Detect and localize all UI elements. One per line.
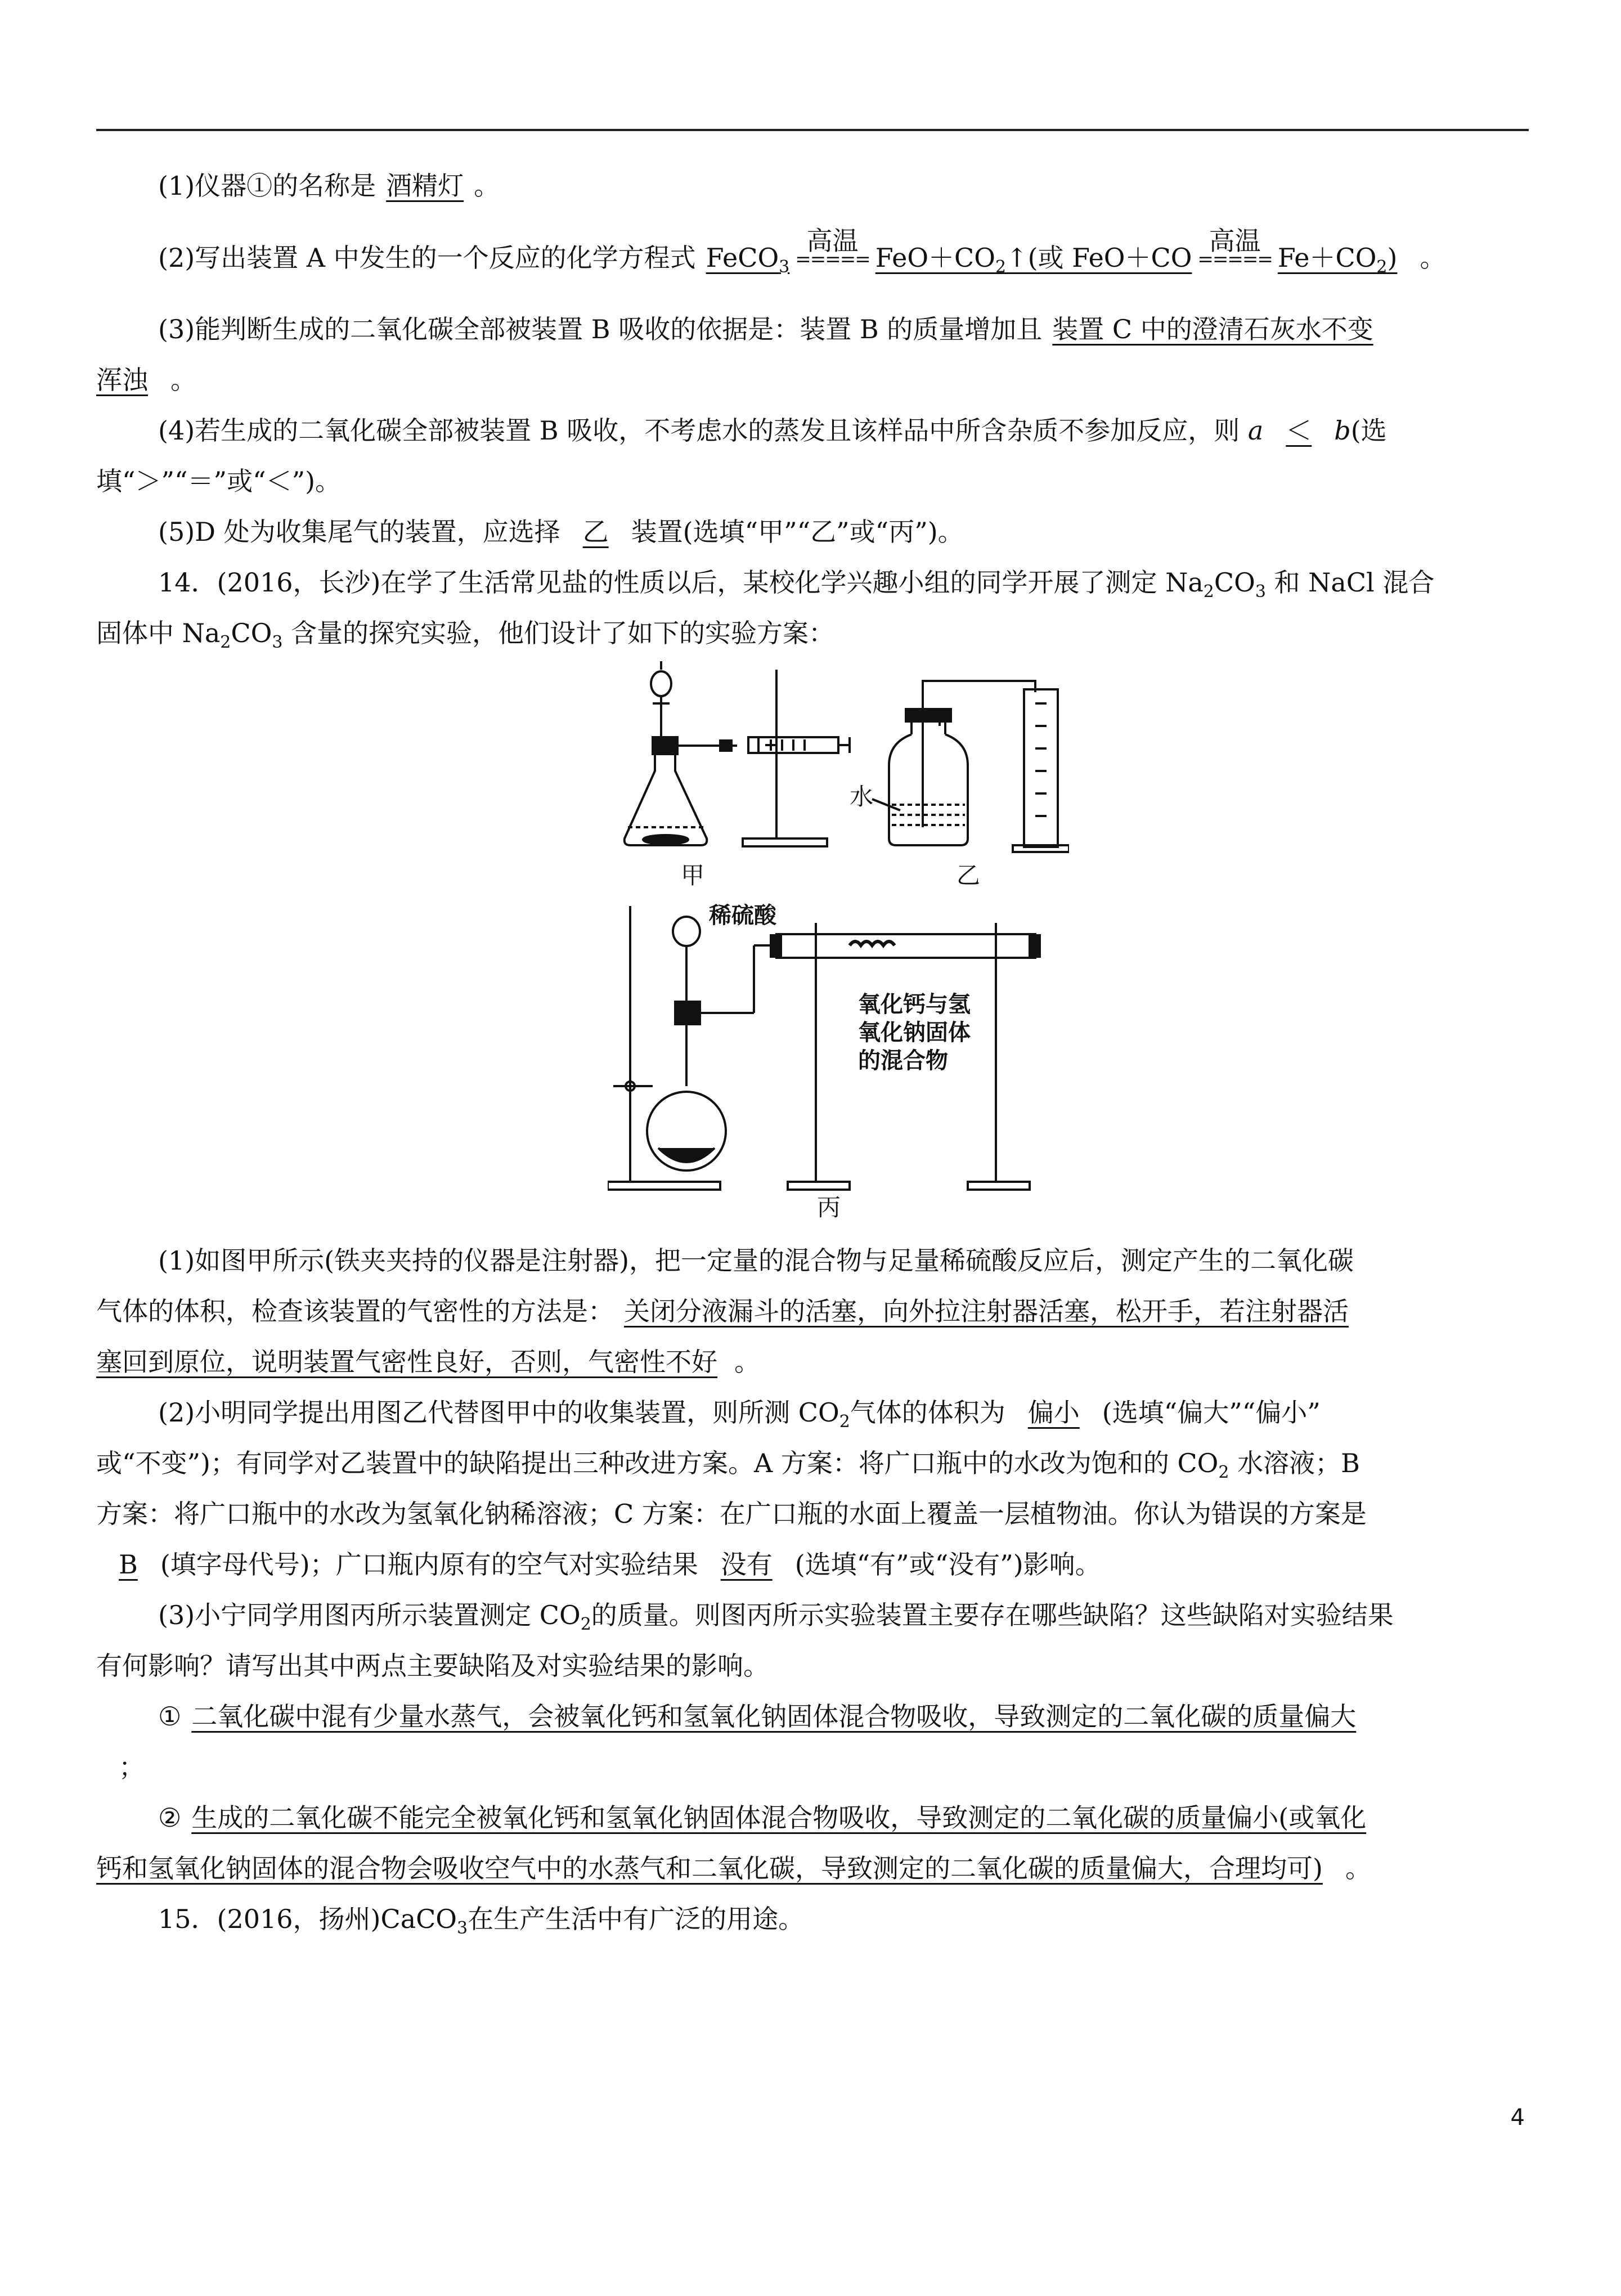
figure-label-bing: 丙 — [817, 1194, 841, 1221]
answer-blank: 浑浊 — [96, 365, 148, 395]
q14-part1-line2: 气体的体积，检查该装置的气密性的方法是： 关闭分液漏斗的活塞，向外拉注射器活塞，松开手，若注射器活 — [96, 1294, 1529, 1328]
answer-blank: B — [119, 1549, 138, 1580]
q13-part4-line1: (4)若生成的二氧化碳全部被装置 B 吸收，不考虑水的蒸发且该样品中所含杂质不参加反应，则 a ＜ b(选 — [158, 415, 1387, 446]
reaction-condition: 高温 ===== — [795, 226, 870, 271]
answer-blank: 乙 — [582, 517, 609, 547]
q14-part1-line3: 塞回到原位，说明装置气密性良好，否则，气密性不好 。 — [96, 1347, 760, 1377]
solid-label-2: 氧化钠固体 — [858, 1020, 971, 1046]
q14-part2-line2: 或“不变”)；有同学对乙装置中的缺陷提出三种改进方案。A 方案：将广口瓶中的水改为饱和的 $CO_2$ 水溶液；B — [96, 1448, 1360, 1483]
q14-answer1-line1: ① 二氧化碳中混有少量水蒸气，会被氧化钙和氢氧化钠固体混合物吸收，导致测定的二氧化碳的质量偏大 — [96, 1699, 1529, 1733]
answer-blank — [96, 1752, 119, 1782]
answer-blank: 没有 — [720, 1549, 773, 1580]
q13-part5: (5)D 处为收集尾气的装置，应选择 乙 装置(选填“甲”“乙”或“丙”)。 — [158, 517, 964, 547]
q13-part3-line2: 浑浊 。 — [96, 365, 196, 395]
solid-label-1: 氧化钙与氢 — [858, 992, 971, 1017]
header-rule — [96, 129, 1529, 131]
equation-answer: FeCO$_3$ 高温 ===== $FeO+CO_2↑$(或 FeO＋CO 高温 ===== $Fe+CO_2$) — [706, 226, 1398, 277]
page-number: 4 — [1510, 2105, 1525, 2131]
q14-part2-line1: (2)小明同学提出用图乙代替图甲中的收集装置，则所测 $CO_2$气体的体积为 偏小 (选填“偏大”“偏小” — [158, 1397, 1321, 1432]
answer-blank: 生成的二氧化碳不能完全被氧化钙和氢氧化钠固体混合物吸收，导致测定的二氧化碳的质量偏小(或氧化 — [191, 1802, 1367, 1833]
apparatus-figure — [608, 658, 1069, 1221]
answer-blank: 酒精灯 — [386, 171, 464, 201]
q13-part2: (2)写出装置 A 中发生的一个反应的化学方程式 FeCO$_3$ 高温 ===== $FeO+CO_2↑$(或 FeO＋CO 高温 ===== $Fe+CO_2$) 。 — [158, 226, 1446, 277]
q13-part1: (1)仪器①的名称是 酒精灯 。 — [158, 171, 500, 201]
q14-intro-line2: 固体中 $Na_2CO_3$ 含量的探究实验，他们设计了如下的实验方案： — [96, 618, 835, 653]
answer-blank: 装置 C 中的澄清石灰水不变 — [1052, 314, 1373, 344]
figure-label-jia: 甲 — [681, 862, 705, 889]
q14-answer2-line2: 钙和氢氧化钠固体的混合物会吸收空气中的水蒸气和二氧化碳，导致测定的二氧化碳的质量偏大，合理均可) 。 — [96, 1853, 1371, 1884]
answer-blank: 钙和氢氧化钠固体的混合物会吸收空气中的水蒸气和二氧化碳，导致测定的二氧化碳的质量偏大，合理均可) — [96, 1853, 1323, 1884]
figure-label-yi: 乙 — [957, 862, 981, 889]
q14-part3-line2: 有何影响？请写出其中两点主要缺陷及对实验结果的影响。 — [96, 1651, 769, 1681]
q14-part3-line1: (3)小宁同学用图丙所示装置测定 $CO_2$的质量。则图丙所示实验装置主要存在哪些缺陷？这些缺陷对实验结果 — [158, 1600, 1394, 1635]
q13-part3-line1: (3)能判断生成的二氧化碳全部被装置 B 吸收的依据是：装置 B 的质量增加且 装置 C 中的澄清石灰水不变 — [96, 312, 1529, 346]
answer-blank: ＜ — [1286, 415, 1312, 446]
answer-blank: 塞回到原位，说明装置气密性良好，否则，气密性不好 — [96, 1347, 717, 1377]
answer-blank: 关闭分液漏斗的活塞，向外拉注射器活塞，松开手，若注射器活 — [624, 1296, 1349, 1326]
answer-blank: 偏小 — [1027, 1397, 1080, 1428]
water-label: 水 — [850, 783, 874, 810]
q14-intro-line1: 14．(2016，长沙)在学了生活常见盐的性质以后，某校化学兴趣小组的同学开展了测定 $Na_2CO_3$ 和 NaCl 混合 — [158, 567, 1435, 602]
q15-intro: 15．(2016，扬州)CaCO$_3$在生产生活中有广泛的用途。 — [158, 1904, 805, 1939]
q13-part4-line2: 填“＞”“＝”或“＜”)。 — [96, 466, 342, 496]
q14-part2-line3: 方案：将广口瓶中的水改为氢氧化钠稀溶液；C 方案：在广口瓶的水面上覆盖一层植物油。你认为错误的方案是 — [96, 1499, 1367, 1529]
solid-label-3: 的混合物 — [858, 1048, 948, 1074]
q14-answer1-line2: ； — [96, 1750, 1529, 1784]
answer-blank: 二氧化碳中混有少量水蒸气，会被氧化钙和氢氧化钠固体混合物吸收，导致测定的二氧化碳的质量偏大 — [191, 1701, 1357, 1732]
q14-answer2-line1: ② 生成的二氧化碳不能完全被氧化钙和氢氧化钠固体混合物吸收，导致测定的二氧化碳的质量偏小(或氧化 — [96, 1801, 1529, 1835]
q14-part1-line1: (1)如图甲所示(铁夹夹持的仪器是注射器)，把一定量的混合物与足量稀硫酸反应后，测定产生的二氧化碳 — [158, 1245, 1354, 1276]
reaction-condition-2: 高温 ===== — [1197, 226, 1272, 271]
q14-part2-line4: B (填字母代号)；广口瓶内原有的空气对实验结果 没有 (选填“有”或“没有”)影响。 — [96, 1548, 1529, 1581]
acid-label: 稀硫酸 — [709, 903, 776, 929]
